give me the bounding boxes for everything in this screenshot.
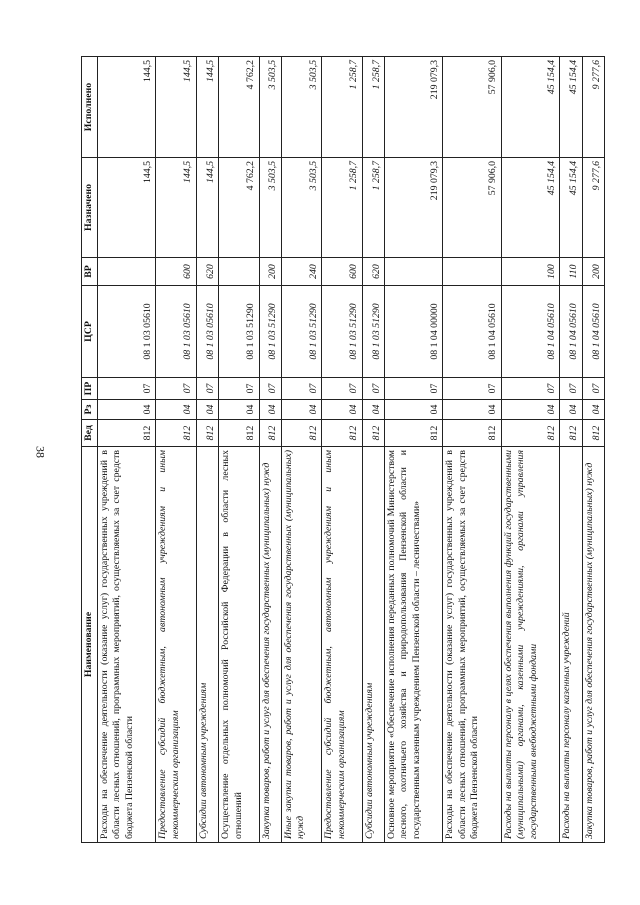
table-row — [322, 57, 362, 843]
table-header-row — [82, 57, 98, 843]
page-number: 38 — [33, 446, 48, 458]
cell-pr: 07 — [281, 378, 321, 400]
cell-vr: 240 — [281, 258, 321, 286]
cell-vr: 620 — [196, 258, 218, 286]
table-row — [501, 57, 559, 843]
table-row — [582, 57, 605, 843]
cell-rz: 04 — [196, 400, 218, 420]
cell-vr: 620 — [362, 258, 384, 286]
cell-csr: 08 1 03 51290 — [362, 286, 384, 378]
cell-assigned: 3 503,5 — [259, 158, 281, 258]
budget-table-container — [81, 57, 605, 843]
cell-vr — [443, 258, 501, 286]
cell-vr: 110 — [560, 258, 582, 286]
cell-rz: 04 — [362, 400, 384, 420]
cell-executed: 45 154,4 — [560, 57, 582, 158]
cell-ved: 812 — [196, 420, 218, 447]
cell-assigned: 45 154,4 — [560, 158, 582, 258]
cell-executed: 144,5 — [156, 57, 196, 158]
table-row — [156, 57, 196, 843]
cell-ved: 812 — [362, 420, 384, 447]
header-vr: ВР — [82, 258, 98, 286]
cell-executed: 57 906,0 — [443, 57, 501, 158]
header-name: Наименование — [82, 447, 98, 843]
cell-rz: 04 — [156, 400, 196, 420]
cell-pr: 07 — [362, 378, 384, 400]
cell-ved: 812 — [281, 420, 321, 447]
cell-ved: 812 — [259, 420, 281, 447]
cell-vr: 200 — [259, 258, 281, 286]
cell-pr: 07 — [156, 378, 196, 400]
cell-rz: 04 — [501, 400, 559, 420]
cell-vr — [219, 258, 259, 286]
cell-vr: 600 — [322, 258, 362, 286]
cell-executed: 9 277,6 — [582, 57, 605, 158]
cell-pr: 07 — [322, 378, 362, 400]
cell-ved: 812 — [322, 420, 362, 447]
cell-csr: 08 1 04 00000 — [384, 286, 442, 378]
cell-rz: 04 — [560, 400, 582, 420]
cell-ved: 812 — [384, 420, 442, 447]
cell-pr: 07 — [560, 378, 582, 400]
cell-rz: 04 — [322, 400, 362, 420]
cell-ved: 812 — [98, 420, 156, 447]
cell-csr: 08 1 04 05610 — [582, 286, 605, 378]
cell-executed: 4 762,2 — [219, 57, 259, 158]
cell-vr: 600 — [156, 258, 196, 286]
cell-pr: 07 — [98, 378, 156, 400]
header-rz: Рз — [82, 400, 98, 420]
cell-pr: 07 — [196, 378, 218, 400]
cell-csr: 08 1 03 51290 — [281, 286, 321, 378]
cell-ved: 812 — [156, 420, 196, 447]
cell-ved: 812 — [443, 420, 501, 447]
cell-pr: 07 — [259, 378, 281, 400]
cell-assigned: 144,5 — [156, 158, 196, 258]
table-row — [560, 57, 582, 843]
cell-executed: 1 258,7 — [322, 57, 362, 158]
cell-executed: 45 154,4 — [501, 57, 559, 158]
table-row — [219, 57, 259, 843]
cell-ved: 812 — [582, 420, 605, 447]
cell-csr: 08 1 04 05610 — [560, 286, 582, 378]
cell-csr: 08 1 03 51290 — [259, 286, 281, 378]
cell-name: Расходы на выплаты персоналу казенных учреждений — [560, 447, 582, 843]
header-pr: ПР — [82, 378, 98, 400]
cell-csr: 08 1 03 51290 — [219, 286, 259, 378]
cell-assigned: 45 154,4 — [501, 158, 559, 258]
cell-assigned: 1 258,7 — [322, 158, 362, 258]
cell-assigned: 144,5 — [98, 158, 156, 258]
cell-pr: 07 — [384, 378, 442, 400]
cell-name: Предоставление субсидий бюджетным, автономным учреждениям и иным некоммерческим организациям — [156, 447, 196, 843]
cell-rz: 04 — [219, 400, 259, 420]
cell-csr: 08 1 03 05610 — [196, 286, 218, 378]
table-row — [259, 57, 281, 843]
cell-name: Субсидии автономным учреждениям — [196, 447, 218, 843]
table-row — [362, 57, 384, 843]
cell-rz: 04 — [259, 400, 281, 420]
cell-csr: 08 1 04 05610 — [443, 286, 501, 378]
header-assigned: Назначено — [82, 158, 98, 258]
cell-pr: 07 — [501, 378, 559, 400]
cell-assigned: 219 079,3 — [384, 158, 442, 258]
cell-executed: 1 258,7 — [362, 57, 384, 158]
cell-pr: 07 — [582, 378, 605, 400]
cell-pr: 07 — [219, 378, 259, 400]
cell-ved: 812 — [501, 420, 559, 447]
cell-pr: 07 — [443, 378, 501, 400]
cell-vr — [384, 258, 442, 286]
cell-assigned: 4 762,2 — [219, 158, 259, 258]
cell-vr — [98, 258, 156, 286]
cell-rz: 04 — [582, 400, 605, 420]
cell-csr: 08 1 03 51290 — [322, 286, 362, 378]
cell-assigned: 144,5 — [196, 158, 218, 258]
cell-name: Субсидии автономным учреждениям — [362, 447, 384, 843]
header-csr: ЦСР — [82, 286, 98, 378]
cell-rz: 04 — [384, 400, 442, 420]
cell-name: Закупка товаров, работ и услуг для обеспечения государственных (муниципальных) нужд — [259, 447, 281, 843]
table-body — [98, 57, 605, 843]
cell-rz: 04 — [443, 400, 501, 420]
cell-assigned: 1 258,7 — [362, 158, 384, 258]
budget-table — [81, 56, 605, 843]
cell-rz: 04 — [98, 400, 156, 420]
cell-name: Расходы на обеспечение деятельности (оказание услуг) государственных учреждений в области лесных отношений, программных мероприятий, осуществляемых за счет средств бюджета Пензенской области — [98, 447, 156, 843]
table-row — [98, 57, 156, 843]
header-ved: Вед — [82, 420, 98, 447]
cell-assigned: 3 503,5 — [281, 158, 321, 258]
cell-name: Иные закупки товаров, работ и услуг для обеспечения государственных (муниципальных) нужд — [281, 447, 321, 843]
table-row — [443, 57, 501, 843]
cell-vr: 200 — [582, 258, 605, 286]
table-row — [281, 57, 321, 843]
cell-name: Основное мероприятие «Обеспечение исполнения переданных полномочий Министерством лесного, охотничьего хозяйства и природопользования Пензенской области и государственным казенным учреждением Пензенской области – лесничествами» — [384, 447, 442, 843]
cell-assigned: 9 277,6 — [582, 158, 605, 258]
cell-name: Расходы на обеспечение деятельности (оказание услуг) государственных учреждений в области лесных отношений, программных мероприятий, осуществляемых за счет средств бюджета Пензенской области — [443, 447, 501, 843]
cell-executed: 3 503,5 — [259, 57, 281, 158]
header-executed: Исполнено — [82, 57, 98, 158]
table-row — [196, 57, 218, 843]
cell-rz: 04 — [281, 400, 321, 420]
cell-csr: 08 1 03 05610 — [156, 286, 196, 378]
cell-csr: 08 1 04 05610 — [501, 286, 559, 378]
cell-name: Расходы на выплаты персоналу в целях обеспечения выполнения функций государственными (муниципальными) органами, казенными учреждениями, органами управления государственными внебюджетными фондами — [501, 447, 559, 843]
table-row — [384, 57, 442, 843]
cell-executed: 144,5 — [196, 57, 218, 158]
cell-ved: 812 — [219, 420, 259, 447]
cell-executed: 144,5 — [98, 57, 156, 158]
cell-csr: 08 1 03 05610 — [98, 286, 156, 378]
cell-executed: 3 503,5 — [281, 57, 321, 158]
cell-name: Осуществление отдельных полномочий Российской Федерации в области лесных отношений — [219, 447, 259, 843]
cell-name: Предоставление субсидий бюджетным, автономным учреждениям и иным некоммерческим организациям — [322, 447, 362, 843]
cell-assigned: 57 906,0 — [443, 158, 501, 258]
cell-name: Закупка товаров, работ и услуг для обеспечения государственных (муниципальных) нужд — [582, 447, 605, 843]
cell-executed: 219 079,3 — [384, 57, 442, 158]
cell-ved: 812 — [560, 420, 582, 447]
cell-vr: 100 — [501, 258, 559, 286]
